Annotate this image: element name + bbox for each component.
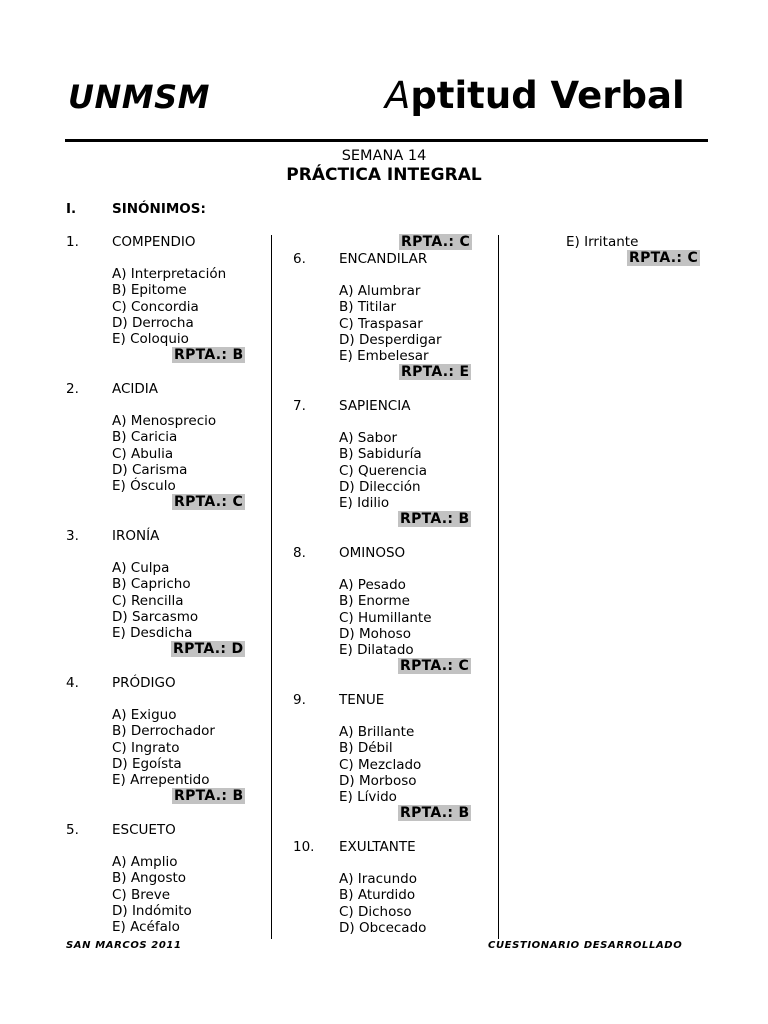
option-a: A) Alumbrar — [339, 283, 421, 299]
answer-badge: RPTA.: C — [400, 658, 470, 674]
option-a: A) Menosprecio — [112, 413, 217, 429]
option-a: A) Iracundo — [339, 871, 417, 887]
option-a: A) Brillante — [339, 724, 415, 740]
question-word: OMINOSO — [339, 545, 406, 561]
question-word: TENUE — [339, 692, 385, 708]
answer-badge: RPTA.: C — [174, 494, 244, 510]
header-right-title — [385, 74, 685, 117]
option-e: E) Dilatado — [339, 642, 414, 659]
option-list — [339, 430, 427, 511]
option-c: C) Abulia — [112, 445, 174, 462]
header-left-title: UNMSM — [68, 78, 210, 116]
option-c: C) Dichoso — [339, 903, 412, 920]
option-e: E) Ósculo — [112, 478, 176, 495]
option-list — [339, 871, 426, 936]
column-divider-1 — [271, 235, 272, 939]
option-list — [339, 724, 421, 805]
option-e: E) Desdicha — [112, 625, 193, 642]
column-divider-2 — [498, 235, 499, 939]
option-c: C) Querencia — [339, 462, 428, 479]
answer-badge-q5: RPTA.: C — [401, 234, 471, 250]
option-d: D) Sarcasmo — [112, 608, 199, 625]
question-number: 6. — [293, 251, 306, 267]
question-word: ESCUETO — [112, 822, 176, 838]
option-list — [112, 707, 215, 788]
option-b: B) Caricia — [112, 429, 178, 446]
option-c: C) Breve — [112, 886, 171, 903]
option-b: B) Débil — [339, 740, 393, 757]
question-number: 7. — [293, 398, 306, 414]
option-e: E) Idilio — [339, 495, 390, 512]
footer-left: SAN MARCOS 2011 — [66, 940, 182, 951]
option-b: B) Titilar — [339, 299, 397, 316]
header-right-rest: ptitud Verbal — [410, 74, 685, 117]
question-word: COMPENDIO — [112, 234, 196, 250]
option-e: E) Embelesar — [339, 348, 429, 365]
option-list — [339, 283, 442, 364]
question-word: SAPIENCIA — [339, 398, 411, 414]
option-a: A) Sabor — [339, 430, 398, 446]
question-word: PRÓDIGO — [112, 675, 176, 691]
header-rule — [65, 139, 708, 142]
option-c: C) Traspasar — [339, 315, 423, 332]
option-a: A) Culpa — [112, 560, 170, 576]
option-d: D) Egoísta — [112, 755, 182, 772]
answer-badge: RPTA.: D — [173, 641, 244, 657]
option-e: E) Irritante — [566, 234, 639, 250]
option-list — [112, 266, 226, 347]
answer-badge: RPTA.: B — [174, 788, 244, 804]
footer-right: CUESTIONARIO DESARROLLADO — [488, 940, 683, 951]
answer-badge: RPTA.: E — [401, 364, 470, 380]
question-number: 3. — [66, 528, 79, 544]
option-b: B) Angosto — [112, 870, 187, 887]
option-list — [339, 577, 432, 658]
option-e: E) Acéfalo — [112, 919, 180, 936]
option-d: D) Obcecado — [339, 919, 427, 936]
option-d: D) Carisma — [112, 461, 188, 478]
week-label: SEMANA 14 — [341, 148, 427, 164]
answer-badge-q10: RPTA.: C — [629, 250, 699, 266]
option-a: A) Amplio — [112, 854, 178, 870]
question-number: 5. — [66, 822, 79, 838]
page-subtitle: PRÁCTICA INTEGRAL — [286, 165, 482, 185]
option-b: B) Sabiduría — [339, 446, 422, 463]
question-number: 10. — [293, 839, 315, 855]
question-word: EXULTANTE — [339, 839, 416, 855]
option-b: B) Enorme — [339, 593, 410, 610]
option-c: C) Ingrato — [112, 739, 180, 756]
option-b: B) Epitome — [112, 282, 187, 299]
option-c: C) Concordia — [112, 298, 199, 315]
question-number: 8. — [293, 545, 306, 561]
answer-badge: RPTA.: B — [174, 347, 244, 363]
option-e: E) Lívido — [339, 789, 397, 806]
question-number: 9. — [293, 692, 306, 708]
option-b: B) Derrochador — [112, 723, 215, 740]
option-list — [112, 854, 192, 935]
option-a: A) Pesado — [339, 577, 406, 593]
option-d: D) Dilección — [339, 478, 421, 495]
question-word: ACIDIA — [112, 381, 159, 397]
option-c: C) Humillante — [339, 609, 432, 626]
question-number: 2. — [66, 381, 79, 397]
option-a: A) Exiguo — [112, 707, 177, 723]
question-word: IRONÍA — [112, 528, 160, 544]
option-c: C) Rencilla — [112, 592, 184, 609]
option-e: E) Coloquio — [112, 331, 189, 348]
option-d: D) Indómito — [112, 902, 192, 919]
option-c: C) Mezclado — [339, 756, 422, 773]
option-b: B) Capricho — [112, 576, 191, 593]
option-list — [112, 560, 198, 641]
option-b: B) Aturdido — [339, 887, 416, 904]
option-d: D) Derrocha — [112, 314, 194, 331]
question-word: ENCANDILAR — [339, 251, 428, 267]
option-list — [112, 413, 216, 494]
question-number: 1. — [66, 234, 79, 250]
header-right-initial: A — [385, 74, 411, 117]
option-d: D) Morboso — [339, 772, 417, 789]
answer-badge: RPTA.: B — [400, 805, 470, 821]
section-number: I. — [66, 201, 77, 217]
option-d: D) Desperdigar — [339, 331, 442, 348]
option-e: E) Arrepentido — [112, 772, 210, 789]
section-title: SINÓNIMOS: — [112, 201, 206, 217]
option-d: D) Mohoso — [339, 625, 411, 642]
question-number: 4. — [66, 675, 79, 691]
option-a: A) Interpretación — [112, 266, 227, 282]
answer-badge: RPTA.: B — [400, 511, 470, 527]
